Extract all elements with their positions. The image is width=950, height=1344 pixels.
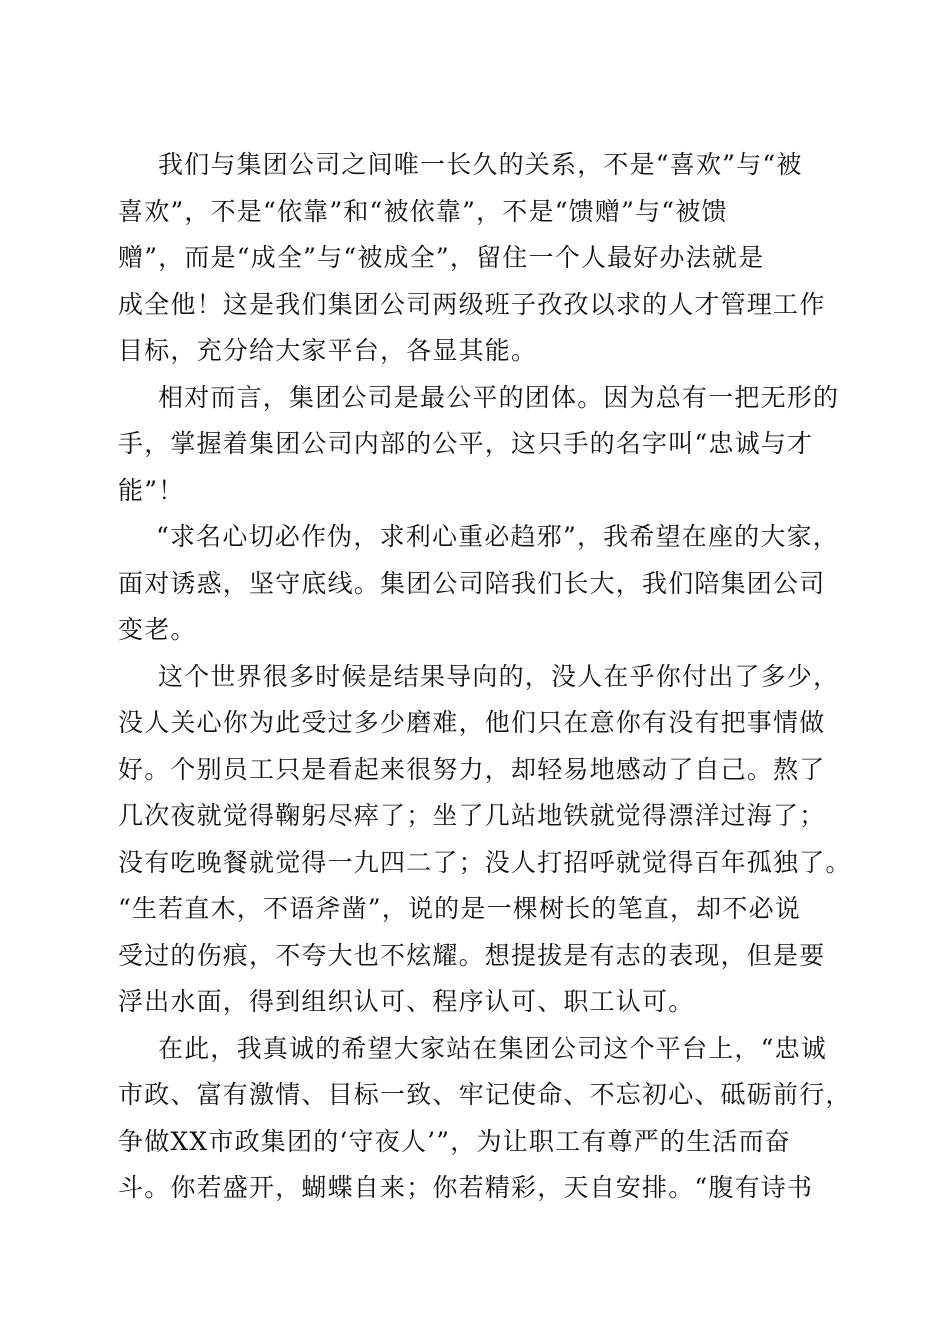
text-line: 好。个别员工只是看起来很努力，却轻易地感动了自己。熬了 bbox=[118, 754, 826, 784]
text-line: 目标，充分给大家平台，各显其能。 bbox=[118, 336, 538, 365]
paragraph-4 bbox=[118, 654, 852, 1026]
paragraph-5 bbox=[118, 1026, 852, 1212]
text-line: 市政、富有激情、目标一致、牢记使命、不忘初心、砥砺前行， bbox=[118, 1080, 852, 1109]
text-line: 赠”，而是“成全”与“被成全”，留住一个人最好办法就是 bbox=[118, 243, 765, 272]
text-line: 争做XX市政集团的‘守夜人’”，为让职工有尊严的生活而奋 bbox=[118, 1126, 791, 1156]
paragraph-3 bbox=[118, 514, 838, 654]
text-line: 面对诱惑，坚守底线。集团公司陪我们长大，我们陪集团公司 bbox=[118, 568, 826, 598]
text-line: 没有吃晚餐就觉得一九四二了；没人打招呼就觉得百年孤独了。 bbox=[118, 847, 852, 877]
text-line: 我们与集团公司之间唯一长久的关系，不是“喜欢”与“被 bbox=[158, 150, 803, 179]
text-line: 在此，我真诚的希望大家站在集团公司这个平台上，“忠诚 bbox=[158, 1033, 827, 1063]
text-line: 浮出水面，得到组织认可、程序认可、职工认可。 bbox=[118, 987, 695, 1016]
text-line: “求名心切必作伪，求利心重必趋邪”，我希望在座的大家， bbox=[156, 522, 839, 551]
paragraph-1 bbox=[118, 142, 838, 375]
text-line: 受过的伤痕，不夸大也不炫耀。想提拔是有志的表现，但是要 bbox=[118, 940, 826, 970]
text-line: 这个世界很多时候是结果导向的，没人在乎你付出了多少， bbox=[158, 661, 840, 691]
text-line: 斗。你若盛开，蝴蝶自来；你若精彩，天自安排。“腹有诗书 bbox=[118, 1173, 814, 1202]
text-line: 能”！ bbox=[118, 475, 185, 505]
text-line: 成全他！这是我们集团公司两级班子孜孜以求的人才管理工作 bbox=[118, 289, 826, 319]
text-line: 没人关心你为此受过多少磨难，他们只在意你有没有把事情做 bbox=[118, 708, 826, 737]
text-line: 手，掌握着集团公司内部的公平，这只手的名字叫“忠诚与才 bbox=[118, 429, 814, 458]
text-line: 相对而言，集团公司是最公平的团体。因为总有一把无形的 bbox=[158, 382, 840, 412]
document-body bbox=[118, 142, 852, 1212]
text-line: 变老。 bbox=[118, 615, 197, 644]
text-line: “生若直木，不语斧凿”，说的是一棵树长的笔直，却不必说 bbox=[118, 894, 801, 923]
text-line: 喜欢”，不是“依靠”和“被依靠”，不是“馈赠”与“被馈 bbox=[118, 196, 728, 226]
text-line: 几次夜就觉得鞠躬尽瘁了；坐了几站地铁就觉得漂洋过海了； bbox=[118, 801, 826, 830]
paragraph-2 bbox=[118, 375, 838, 515]
